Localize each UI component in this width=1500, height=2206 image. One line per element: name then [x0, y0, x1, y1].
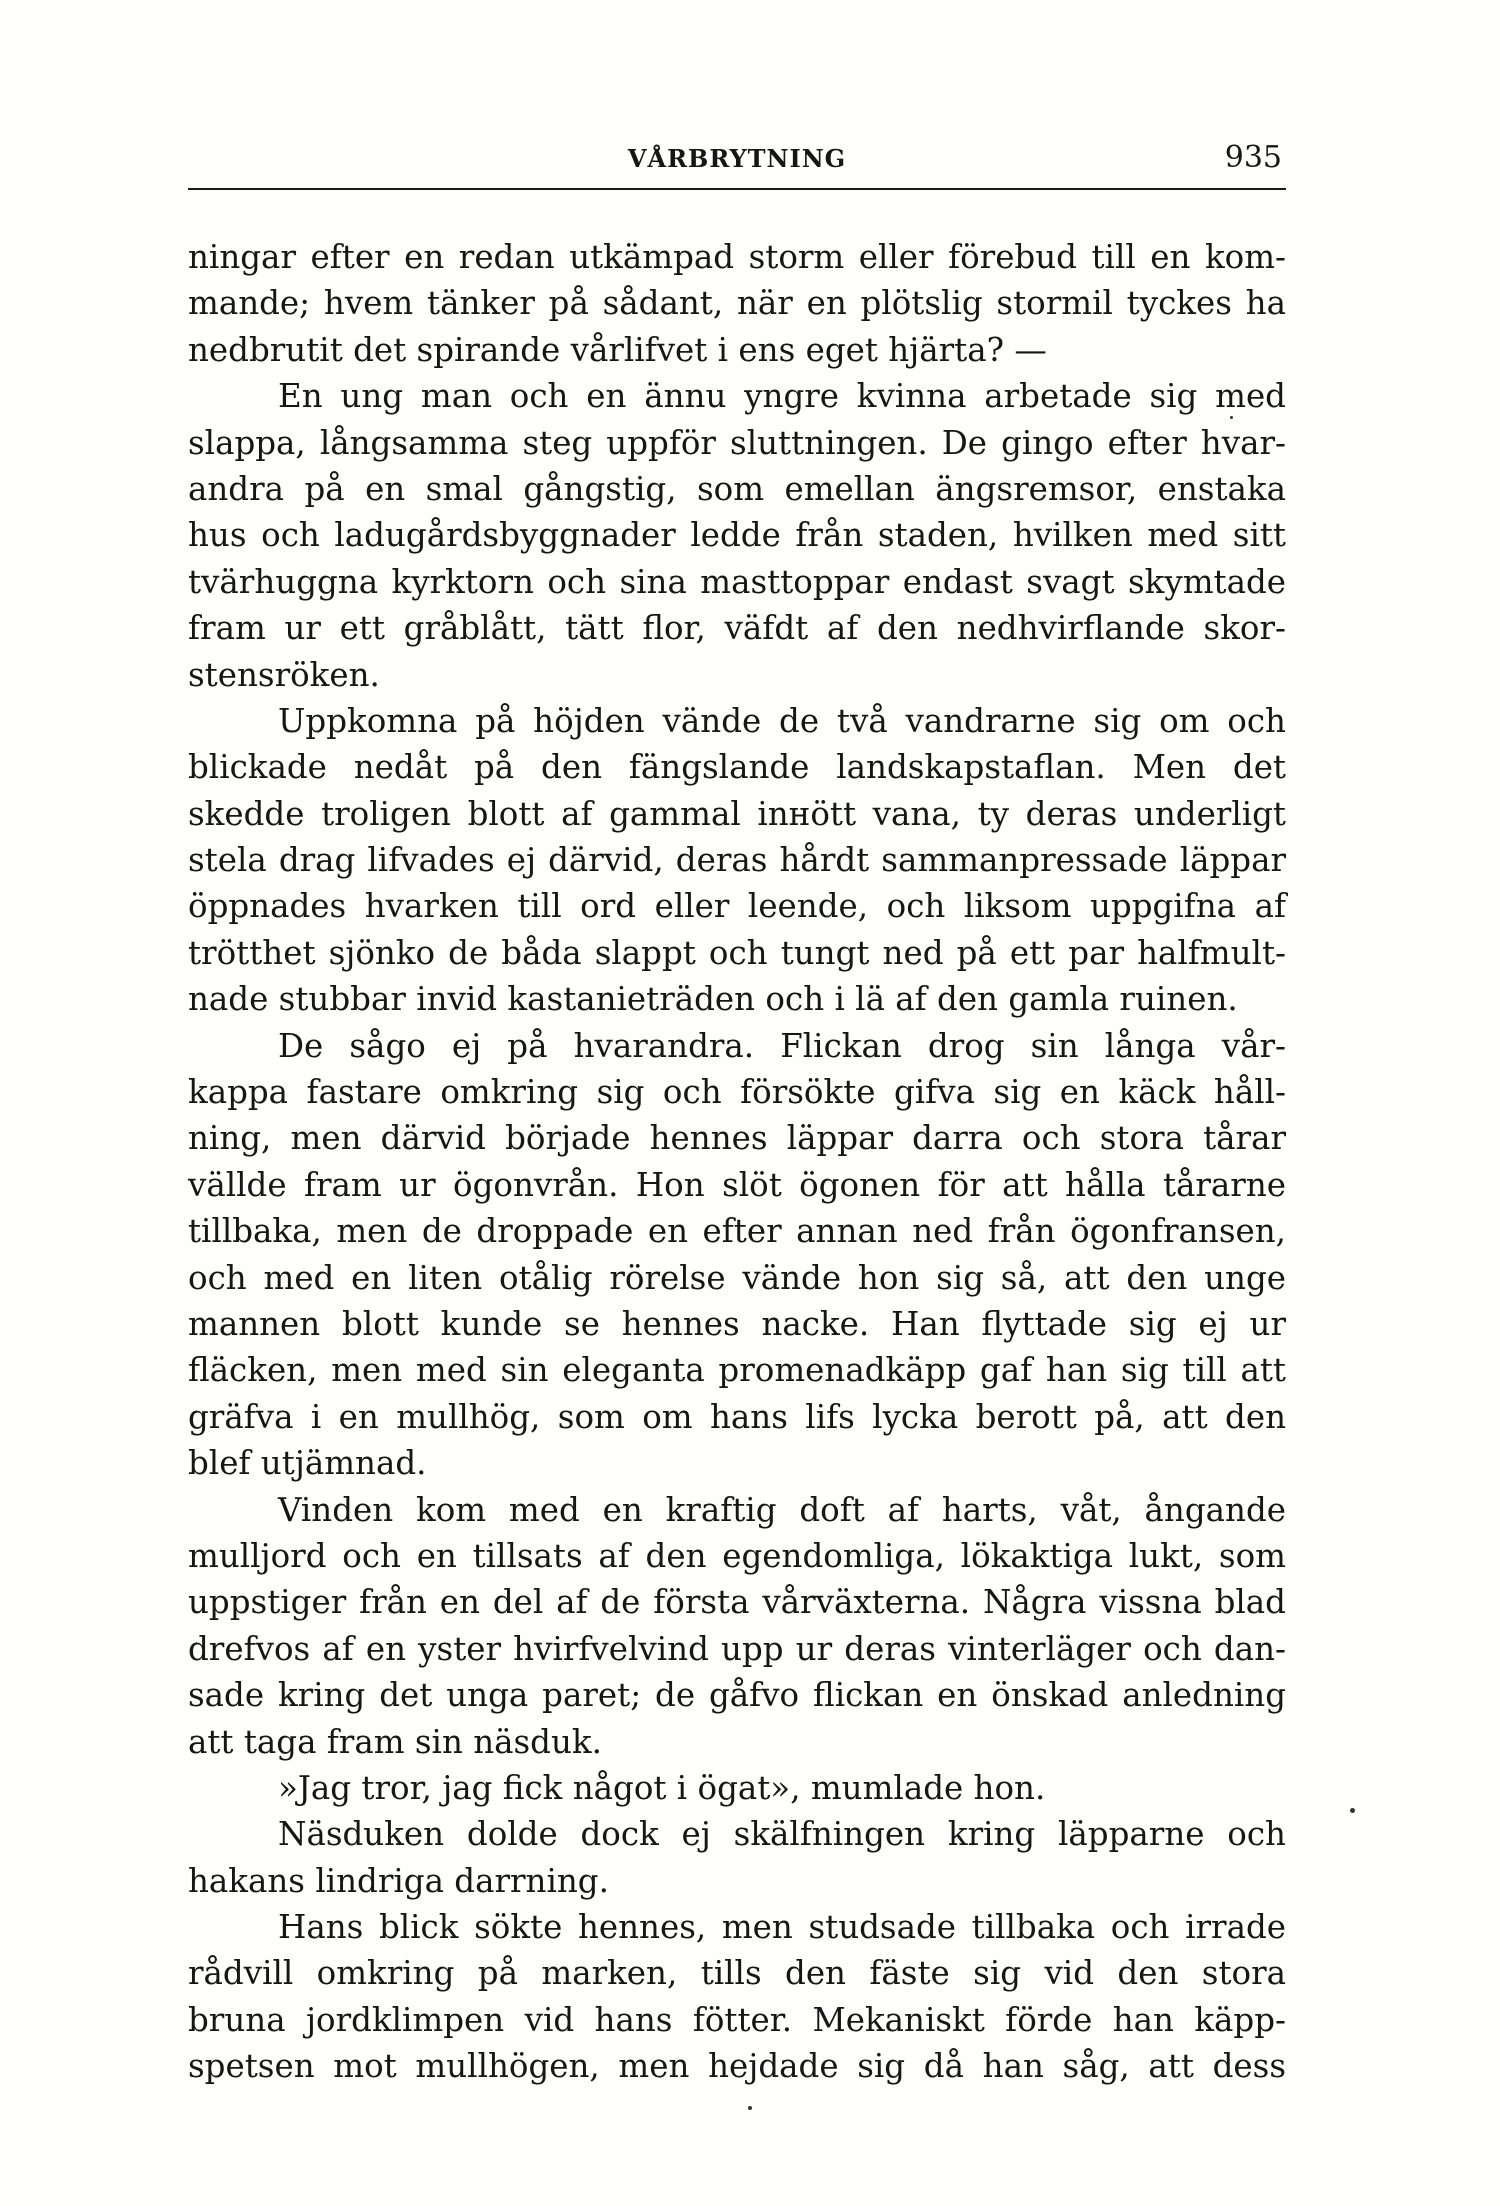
body-text [188, 234, 1286, 2090]
text-line: De sågo ej på hvarandra. Flickan drog sin långa vår- [278, 1026, 1286, 1065]
running-head-title: VÅRBRYTNING [627, 144, 847, 173]
text-line: Vinden kom med en kraftig doft af harts, våt, ångande [278, 1490, 1286, 1529]
header-rule [188, 188, 1286, 190]
text-line: gräfva i en mullhög, som om hans lifs lycka berott på, att den [188, 1397, 1286, 1436]
text-line: blickade nedåt på den fängslande landskapstaflan. Men det [188, 748, 1286, 787]
print-speck [1230, 416, 1233, 419]
text-line: tvärhuggna kyrktorn och sina masttoppar endast svagt skymtade [188, 562, 1286, 601]
text-line: hakans lindriga darrning. [188, 1861, 609, 1900]
text-line: andra på en smal gångstig, som emellan ängsremsor, enstaka [188, 469, 1286, 508]
text-line: mande; hvem tänker på sådant, när en plötslig stormil tyckes ha [188, 284, 1286, 323]
text-line: trötthet sjönko de båda slappt och tungt ned på ett par halfmult- [188, 933, 1286, 972]
text-line: stensröken. [188, 655, 380, 694]
text-line: ning, men därvid började hennes läppar darra och stora tårar [188, 1119, 1286, 1158]
text-line: öppnades hvarken till ord eller leende, och liksom uppgifna af [188, 887, 1286, 926]
text-line: hus och ladugårdsbyggnader ledde från staden, hvilken med sitt [188, 516, 1286, 555]
text-line: spetsen mot mullhögen, men hejdade sig då han såg, att dess [188, 2047, 1286, 2086]
print-speck [748, 2106, 752, 2110]
text-line: nedbrutit det spirande vårlifvet i ens eget hjärta? — [188, 330, 1047, 369]
text-line: tillbaka, men de droppade en efter annan ned från ögonfransen, [188, 1212, 1286, 1251]
text-line: ningar efter en redan utkämpad storm eller förebud till en kom- [188, 238, 1286, 276]
text-line: bruna jordklimpen vid hans fötter. Mekaniskt förde han käpp- [188, 2000, 1286, 2039]
text-line: Uppkomna på höjden vände de två vandrarne sig om och [278, 701, 1286, 740]
text-line: Hans blick sökte hennes, men studsade tillbaka och irrade [278, 1908, 1286, 1947]
print-speck [1350, 1808, 1355, 1813]
text-line: fläcken, men med sin eleganta promenadkäpp gaf han sig till att [188, 1351, 1286, 1390]
text-line: En ung man och en ännu yngre kvinna arbetade sig med [278, 377, 1286, 416]
text-line: fram ur ett gråblått, tätt flor, väfdt af den nedhvirflande skor- [188, 609, 1286, 648]
text-line: mannen blott kunde se hennes nacke. Han flyttade sig ej ur [188, 1304, 1286, 1343]
text-line: sade kring det unga paret; de gåfvo flickan en önskad anledning [188, 1676, 1286, 1715]
text-line: mulljord och en tillsats af den egendomliga, lökaktiga lukt, som [188, 1536, 1286, 1575]
text-line: »Jag tror, jag fick något i ögat», mumlade hon. [278, 1768, 1046, 1807]
text-line: Näsduken dolde dock ej skälfningen kring läpparne och [278, 1815, 1286, 1854]
text-line: rådvill omkring på marken, tills den fäste sig vid den stora [188, 1954, 1286, 1993]
text-line: uppstiger från en del af de första vårväxterna. Några vissna blad [188, 1583, 1286, 1622]
page-number: 935 [1224, 140, 1282, 175]
text-line: och med en liten otålig rörelse vände hon sig så, att den unge [188, 1258, 1286, 1297]
text-line: vällde fram ur ögonvrån. Hon slöt ögonen för att hålla tårarne [188, 1165, 1286, 1204]
text-line: blef utjämnad. [188, 1444, 427, 1483]
text-line: nade stubbar invid kastanieträden och i lä af den gamla ruinen. [188, 980, 1238, 1019]
text-line: skedde troligen blott af gammal inнött vana, ty deras underligt [188, 794, 1286, 833]
text-line: att taga fram sin näsduk. [188, 1722, 602, 1761]
running-head [188, 136, 1286, 186]
text-line: stela drag lifvades ej därvid, deras hårdt sammanpressade läppar [188, 841, 1286, 880]
text-line: kappa fastare omkring sig och försökte gifva sig en käck håll- [188, 1073, 1286, 1112]
text-line: drefvos af en yster hvirfvelvind upp ur deras vinterläger och dan- [188, 1629, 1286, 1668]
text-line: slappa, långsamma steg uppför sluttningen. De gingo efter hvar- [188, 423, 1286, 462]
